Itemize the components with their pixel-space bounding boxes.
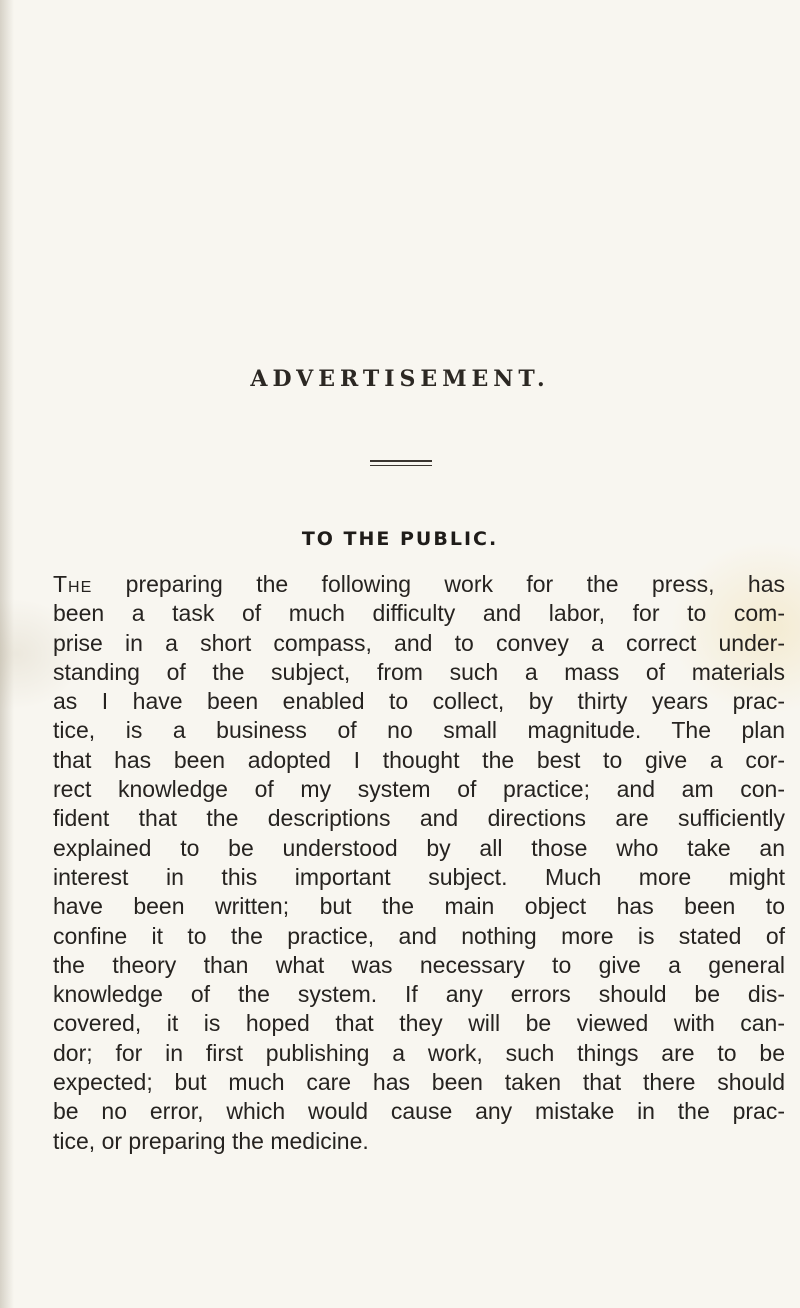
text-line: tice, is a business of no small magnitude. The plan (53, 717, 785, 744)
title-rule-top (370, 460, 432, 462)
text-line: prise in a short compass, and to convey a correct under- (53, 629, 785, 656)
text-line: covered, it is hoped that they will be viewed with can- (53, 1010, 785, 1037)
text-line: confine it to the practice, and nothing more is stated of (53, 922, 785, 949)
section-subtitle: TO THE PUBLIC. (301, 528, 499, 550)
text-line: that has been adopted I thought the best to give a cor- (53, 746, 785, 773)
text-line: the theory than what was necessary to give a general (53, 951, 785, 978)
text-line: been a task of much difficulty and labor, for to com- (53, 600, 785, 627)
text-line: interest in this important subject. Much more might (53, 863, 785, 890)
text-line: knowledge of the system. If any errors should be dis- (53, 981, 785, 1008)
text-line: have been written; but the main object has been to (53, 893, 785, 920)
text-line: be no error, which would cause any mistake in the prac- (53, 1098, 785, 1125)
opening-word: The (53, 571, 93, 597)
text-line: The preparing the following work for the press, has (53, 571, 785, 597)
text-line: expected; but much care has been taken that there should (53, 1069, 785, 1096)
text-line: tice, or preparing the medicine. (53, 1127, 369, 1154)
title-rule-bottom (370, 465, 432, 466)
text-line: explained to be understood by all those who take an (53, 834, 785, 861)
text-line: standing of the subject, from such a mass of materials (53, 658, 785, 685)
page-edge-shadow (0, 0, 14, 1308)
text-line: dor; for in first publishing a work, such things are to be (53, 1039, 785, 1066)
text-line: rect knowledge of my system of practice; and am con- (53, 776, 785, 803)
page-title: ADVERTISEMENT. (250, 366, 550, 392)
text-line: fident that the descriptions and directions are sufficiently (53, 805, 785, 832)
text-line: as I have been enabled to collect, by thirty years prac- (53, 688, 785, 715)
body-paragraph (53, 570, 785, 1156)
